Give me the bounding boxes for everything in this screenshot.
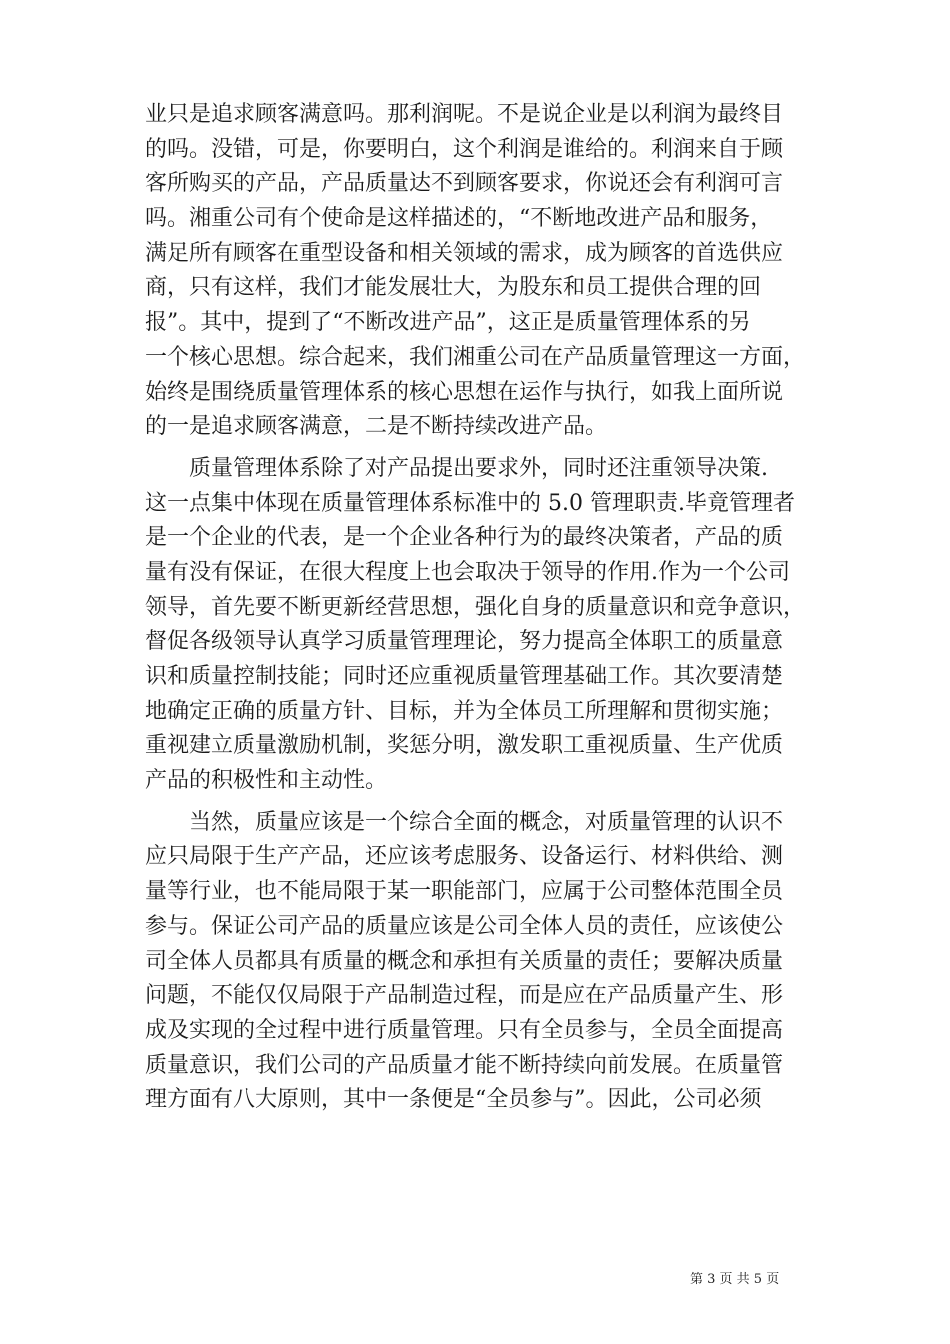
text-line: 司全体人员都具有质量的概念和承担有关质量的责任；要解决质量	[145, 948, 784, 974]
text-line: 督促各级领导认真学习质量管理理论，努力提高全体职工的质量意	[145, 629, 784, 655]
text-line: 问题，不能仅仅局限于产品制造过程，而是应在产品质量产生、形	[145, 983, 784, 1009]
text-line: 一个核心思想。综合起来，我们湘重公司在产品质量管理这一方面，	[145, 344, 806, 370]
text-line: 的吗。没错，可是，你要明白，这个利润是谁给的。利润来自于顾	[145, 136, 784, 162]
text-line: 成及实现的全过程中进行质量管理。只有全员参与，全员全面提高	[145, 1017, 784, 1043]
text-line: 识和质量控制技能；同时还应重视质量管理基础工作。其次要清楚	[145, 664, 784, 689]
text-line: 商，只有这样，我们才能发展壮大，为股东和员工提供合理的回	[145, 275, 762, 301]
text-line: 始终是围绕质量管理体系的核心思想在运作与执行，如我上面所说	[145, 379, 784, 405]
text-line: 是一个企业的代表，是一个企业各种行为的最终决策者，产品的质	[145, 525, 784, 551]
paragraph-3	[145, 806, 810, 1118]
text-line: 理方面有八大原则，其中一条便是“全员参与”。因此，公司必须	[145, 1087, 762, 1113]
text-line: 量等行业，也不能局限于某一职能部门，应属于公司整体范围全员	[145, 879, 784, 905]
text-line: 的一是追求顾客满意，二是不断持续改进产品。	[145, 414, 608, 440]
text-line: 重视建立质量激励机制，奖惩分明，激发职工重视质量、生产优质	[145, 733, 784, 759]
page-number: 第 3 页 共 5 页	[690, 1272, 780, 1287]
text-line: 业只是追求顾客满意吗。那利润呢。不是说企业是以利润为最终目	[145, 102, 784, 127]
text-line: 量有没有保证，在很大程度上也会取决于领导的作用.作为一个公司	[145, 559, 790, 585]
text-line: 质量意识，我们公司的产品质量才能不断持续向前发展。在质量管	[145, 1052, 784, 1078]
text-line: 客所购买的产品，产品质量达不到顾客要求，你说还会有利润可言	[145, 171, 784, 197]
paragraph-gap	[145, 445, 810, 452]
paragraph-gap	[145, 799, 810, 806]
document-body	[145, 98, 810, 1118]
text-line: 领导，首先要不断更新经营思想，强化自身的质量意识和竞争意识，	[145, 594, 806, 620]
text-line: 满足所有顾客在重型设备和相关领域的需求，成为顾客的首选供应	[145, 240, 784, 266]
text-line: 报”。其中，提到了“不断改进产品”，这正是质量管理体系的另	[145, 310, 751, 336]
text-line: 地确定正确的质量方针、目标，并为全体员工所理解和贯彻实施；	[145, 698, 784, 724]
text-line: 参与。保证公司产品的质量应该是公司全体人员的责任，应该使公	[145, 913, 784, 939]
text-line: 应只局限于生产产品，还应该考虑服务、设备运行、材料供给、测	[145, 844, 784, 870]
text-line: 当然，质量应该是一个综合全面的概念，对质量管理的认识不	[145, 809, 784, 835]
text-line: 产品的积极性和主动性。	[145, 768, 388, 794]
text-line: 吗。湘重公司有个使命是这样描述的，“不断地改进产品和服务，	[145, 206, 773, 232]
paragraph-2	[145, 452, 810, 799]
text-line: 质量管理体系除了对产品提出要求外，同时还注重领导决策.	[145, 455, 768, 481]
paragraph-1	[145, 98, 810, 445]
text-line: 这一点集中体现在质量管理体系标准中的 5.0 管理职责.毕竟管理者	[145, 490, 795, 516]
